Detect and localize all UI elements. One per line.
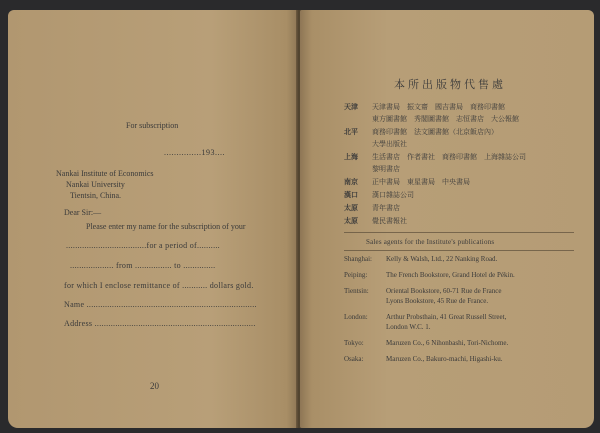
city-label: 太原	[344, 204, 358, 212]
agent-line: 東方圖書館 秀閣圖書館 志恒書店 大公報館	[372, 115, 519, 123]
agent-line: 生活書店 作者書社 商務印書館 上海雜誌公司	[372, 153, 526, 161]
agent-address: Kelly & Walsh, Ltd., 22 Nanking Road.	[386, 255, 498, 263]
agent-address: Arthur Probsthain, 41 Great Russell Street,	[386, 313, 507, 321]
agents-heading-chinese: 本所出版物代售處	[394, 79, 506, 91]
agent-line: 覺民書報社	[372, 217, 407, 225]
date-line: ...............193....	[164, 148, 225, 157]
subscription-heading: For subscription	[126, 121, 179, 130]
agent-city: London:	[344, 313, 368, 321]
city-label: 南京	[344, 178, 358, 186]
agent-address: London W.C. 1.	[386, 323, 431, 331]
city-label: 北平	[344, 128, 358, 136]
agent-line: 正中書局 東星書局 中央書局	[372, 178, 470, 186]
city-label: 漢口	[344, 191, 358, 199]
address-line-1: Nankai Institute of Economics	[56, 169, 154, 178]
address-line-3: Tientsin, China.	[70, 191, 122, 200]
city-label: 太原	[344, 217, 358, 225]
name-field: Name ..........................................................................	[64, 300, 257, 309]
agent-address: Oriental Bookstore, 60-71 Rue de France	[386, 287, 502, 295]
left-page	[8, 10, 298, 428]
address-line-2: Nankai University	[66, 180, 125, 189]
agent-address: Maruzen Co., 6 Nihonbashi, Tori-Nichome.	[386, 339, 509, 347]
agent-line: 黎明書店	[372, 165, 400, 173]
city-label: 上海	[344, 153, 358, 161]
agent-line: 天津書局 振文齋 國吉書局 商務印書館	[372, 103, 505, 111]
agent-city: Tientsin:	[344, 287, 369, 295]
agent-address: Maruzen Co., Bakuro-machi, Higashi-ku.	[386, 355, 503, 363]
agent-line: 商務印書館 法文圖書館（北京飯店內）	[372, 128, 498, 136]
foreign-agents-heading: Sales agents for the Institute's publications	[366, 238, 495, 246]
body-line-3: ................... from ................ to ..............	[70, 261, 216, 270]
section-divider	[344, 250, 574, 251]
page-number: 20	[150, 381, 159, 391]
right-page	[300, 10, 594, 428]
agent-address: The French Bookstore, Grand Hotel de Pékin.	[386, 271, 515, 279]
agent-line: 大學出版社	[372, 140, 407, 148]
agent-line: 漢口雜誌公司	[372, 191, 414, 199]
body-line-4: for which I enclose remittance of ........... dollars gold.	[64, 281, 254, 290]
section-divider	[344, 232, 574, 233]
agent-city: Shanghai:	[344, 255, 372, 263]
address-field: Address ......................................................................	[64, 319, 256, 328]
body-line-2: ...................................for a period of..........	[66, 241, 220, 250]
agent-city: Tokyo:	[344, 339, 364, 347]
agent-line: 青年書店	[372, 204, 400, 212]
body-line-1: Please enter my name for the subscription of your	[86, 222, 246, 231]
agent-city: Osaka:	[344, 355, 364, 363]
city-label: 天津	[344, 103, 358, 111]
agent-city: Peiping:	[344, 271, 368, 279]
agent-address: Lyons Bookstore, 45 Rue de France.	[386, 297, 489, 305]
salutation: Dear Sir:—	[64, 208, 102, 217]
